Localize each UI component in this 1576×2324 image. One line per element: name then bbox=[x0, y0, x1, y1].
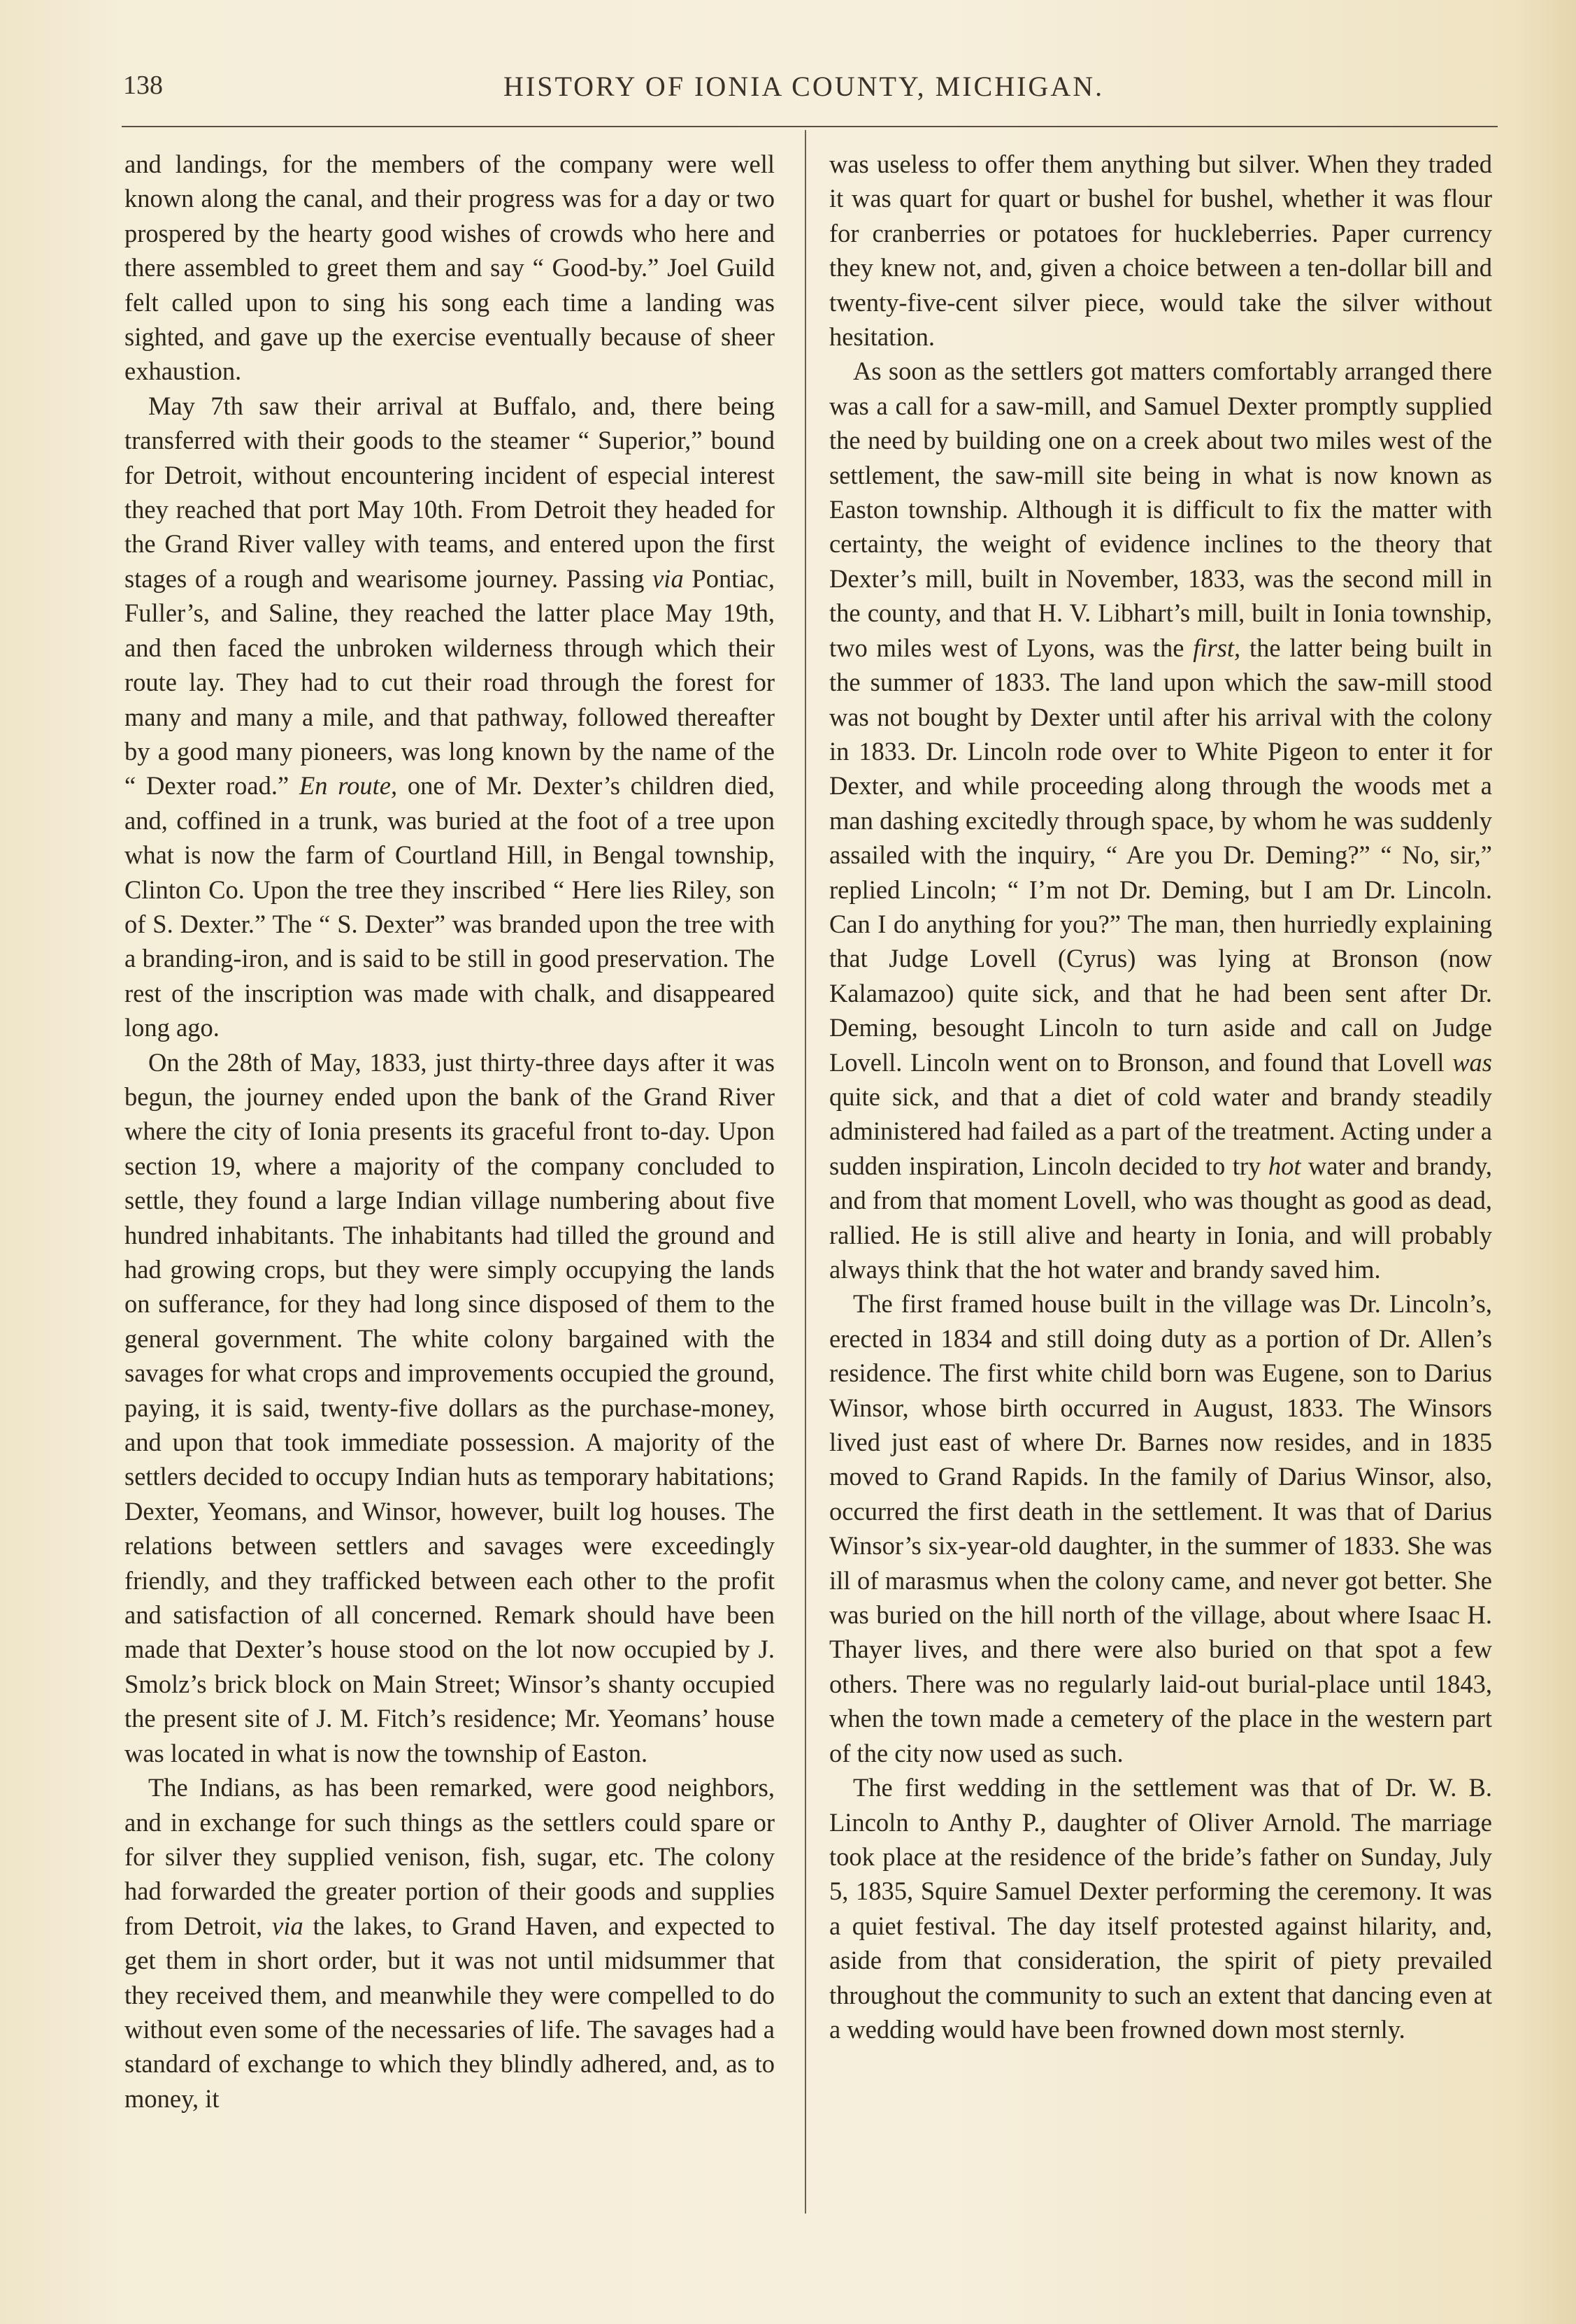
italic-text: hot bbox=[1268, 1151, 1301, 1180]
italic-text: En route, bbox=[299, 771, 398, 801]
header-rule bbox=[122, 126, 1498, 127]
italic-text: first, bbox=[1193, 633, 1241, 662]
column-divider bbox=[805, 130, 806, 2214]
paragraph: The first wedding in the settlement was that of Dr. W. B. Lincoln to Anthy P., daughter of Oliver Arnold. The marriage took place at the residence of the bride’s father on Sunday, July 5, 1835, Squire Samuel Dexter performing the ceremony. It was a quiet festival. The day itself protested against hilarity, and, aside from that consideration, the spirit of piety prevailed throughout the community to such an extent that dancing even at a wedding would have been frowned down most sternly. bbox=[829, 1773, 1492, 2044]
paragraph: was useless to offer them anything but silver. When they traded it was quart for quart or bushel for bushel, whether it was flour for cranberries or potatoes for huckleberries. Paper currency they knew not, and, given a choice between a ten-dollar bill and twenty-five-cent silver piece, would take the silver without hesitation. bbox=[829, 150, 1492, 352]
page-number: 138 bbox=[123, 71, 163, 100]
paragraph: On the 28th of May, 1833, just thirty-three days after it was begun, the journey ended upon the bank of the Grand River where the city of Ionia presents its graceful front to-day. Upon section 19, where a majority of the company concluded to settle, they found a large Indian village numbering about five hundred inhabitants. The inhabitants had tilled the ground and had growing crops, but they were simply occupying the lands on sufferance, for they had long since disposed of them to the general government. The white colony bargained with the savages for what crops and improvements occupied the ground, paying, it is said, twenty-five dollars as the purchase-money, and upon that took immediate possession. A majority of the settlers decided to occupy Indian huts as temporary habitations; Dexter, Yeomans, and Winsor, however, built log houses. The relations between settlers and savages were exceedingly friendly, and they trafficked between each other to the profit and satisfaction of all concerned. Remark should have been made that Dexter’s house stood on the lot now occupied by J. Smolz’s brick block on Main Street; Winsor’s shanty occupied the present site of J. M. Fitch’s residence; Mr. Yeomans’ house was located in what is now the township of Easton. bbox=[124, 1047, 775, 1767]
paragraph: May 7th saw their arrival at Buffalo, and, there being transferred with their goods to the steamer “ Superior,” bound for Detroit, without encountering incident of especial interest they reached that port May 10th. From Detroit they headed for the Grand River valley with teams, and entered upon the first stages of a rough and wearisome journey. Passing via Pontiac, Fuller’s, and Saline, they reached the latter place May 19th, and then faced the unbroken wilderness through which their route lay. They had to cut their road through the forest for many and many a mile, and that pathway, followed thereafter by a good many pioneers, was long known by the name of the “ Dexter road.” En route, one of Mr. Dexter’s children died, and, coffined in a trunk, was buried at the foot of a tree upon what is now the farm of Courtland Hill, in Bengal township, Clinton Co. Upon the tree they inscribed “ Here lies Riley, son of S. Dexter.” The “ S. Dexter” was branded upon the tree with a branding-iron, and is said to be still in good preservation. The rest of the inscription was made with chalk, and disappeared long ago. bbox=[124, 391, 775, 1042]
paragraph: As soon as the settlers got matters comfortably arranged there was a call for a saw-mill, and Samuel Dexter promptly supplied the need by building one on a creek about two miles west of the settlement, the saw-mill site being in what is now known as Easton township. Although it is difficult to fix the matter with certainty, the weight of evidence inclines to the theory that Dexter’s mill, built in November, 1833, was the second mill in the county, and that H. V. Libhart’s mill, built in Ionia township, two miles west of Lyons, was the first, the latter being built in the summer of 1833. The land upon which the saw-mill stood was not bought by Dexter until after his arrival with the colony in 1833. Dr. Lincoln rode over to White Pigeon to enter it for Dexter, and while proceeding along through the woods met a man dashing excitedly through space, by whom he was suddenly assailed with the inquiry, “ Are you Dr. Deming?” “ No, sir,” replied Lincoln; “ I’m not Dr. Deming, but I am Dr. Lincoln. Can I do anything for you?” The man, then hurriedly explaining that Judge Lovell (Cyrus) was lying at Bronson (now Kalamazoo) quite sick, and that he had been sent after Dr. Deming, besought Lincoln to turn aside and call on Judge Lovell. Lincoln went on to Bronson, and found that Lovell was quite sick, and that a diet of cold water and brandy steadily administered had failed as a part of the treatment. Acting under a sudden inspiration, Lincoln decided to try hot water and brandy, and from that moment Lovell, who was thought as good as dead, rallied. He is still alive and hearty in Ionia, and will probably always think that the hot water and brandy saved him. bbox=[829, 357, 1493, 1284]
paragraph: The Indians, as has been remarked, were good neighbors, and in exchange for such things as the settlers could spare or for silver they supplied venison, fish, sugar, etc. The colony had forwarded the greater portion of their goods and supplies from Detroit, via the lakes, to Grand Haven, and expected to get them in short order, but it was not until midsummer that they received them, and meanwhile they were compelled to do without even some of the necessaries of life. The savages had a standard of exchange to which they blindly adhered, and, as to money, it bbox=[124, 1773, 775, 2113]
italic-text: via bbox=[272, 1911, 303, 1940]
paragraph: The first framed house built in the village was Dr. Lincoln’s, erected in 1834 and still doing duty as a portion of Dr. Allen’s residence. The first white child born was Eugene, son to Darius Winsor, whose birth occurred in August, 1833. The Winsors lived just east of where Dr. Barnes now resides, and in 1835 moved to Grand Rapids. In the family of Darius Winsor, also, occurred the first death in the settlement. It was that of Darius Winsor’s six-year-old daughter, in the summer of 1833. She was ill of marasmus when the colony came, and never got better. She was buried on the hill north of the village, about where Isaac H. Thayer lives, and there were also buried on that spot a few others. There was no regularly laid-out burial-place until 1843, when the town made a cemetery of the place in the western part of the city now used as such. bbox=[829, 1289, 1492, 1767]
left-column bbox=[124, 147, 775, 2116]
right-column bbox=[829, 147, 1492, 2046]
italic-text: was bbox=[1452, 1047, 1492, 1077]
italic-text: via bbox=[652, 564, 684, 593]
paragraph: and landings, for the members of the company were well known along the canal, and their progress was for a day or two prospered by the hearty good wishes of crowds who here and there assembled to greet them and say “ Good-by.” Joel Guild felt called upon to sing his song each time a landing was sighted, and gave up the exercise eventually because of sheer exhaustion. bbox=[124, 150, 775, 386]
running-title: HISTORY OF IONIA COUNTY, MICHIGAN. bbox=[503, 71, 1105, 102]
